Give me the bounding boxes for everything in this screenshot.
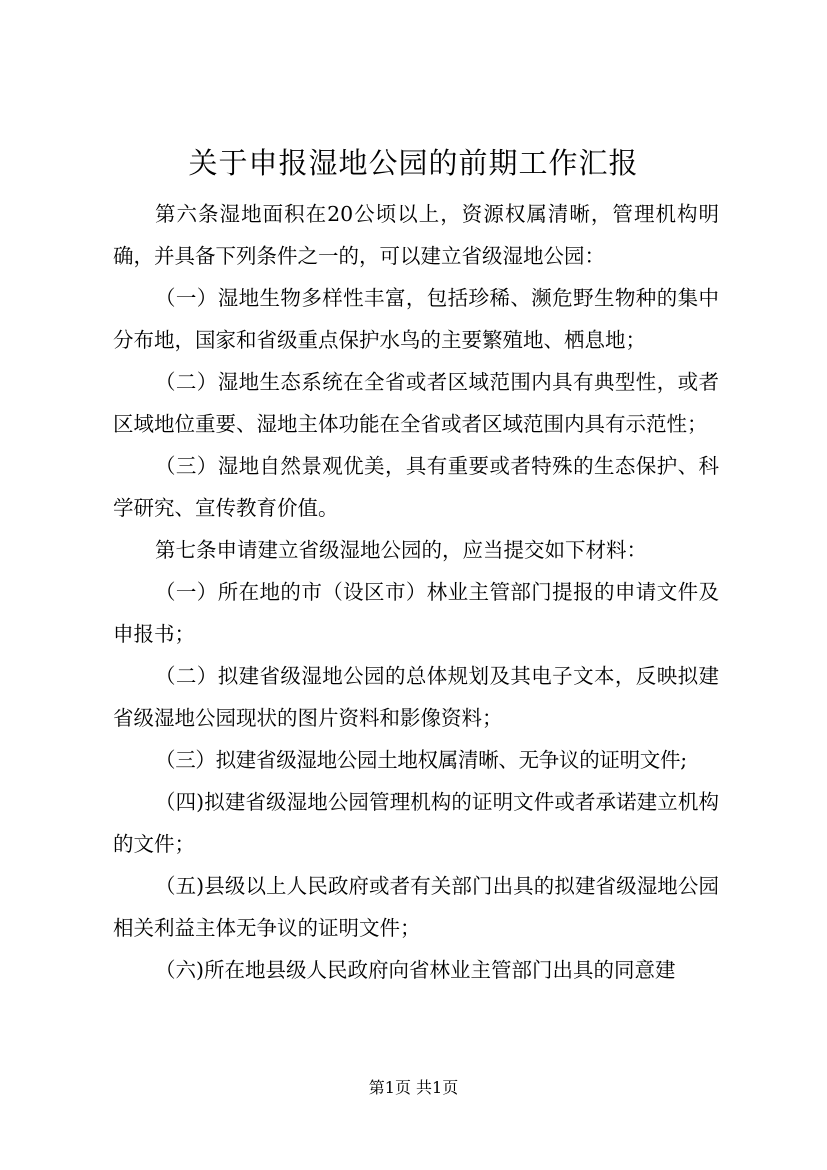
paragraph-article-6-item-3: （三）湿地自然景观优美，具有重要或者特殊的生态保护、科学研究、宣传教育价值。 (113, 454, 719, 520)
document-title: 关于申报湿地公园的前期工作汇报 (188, 146, 639, 180)
paragraph-article-7-item-6: （六)所在地县级人民政府向省林业主管部门出具的同意建 (155, 958, 676, 982)
page-footer: 第1页 共1页 (368, 1078, 459, 1097)
paragraph-article-6-item-1: （一）湿地生物多样性丰富，包括珍稀、濒危野生物种的集中分布地，国家和省级重点保护水鸟的主要繁殖地、栖息地； (113, 286, 719, 352)
document-body (113, 193, 719, 991)
paragraph-article-7-item-5: （五)县级以上人民政府或者有关部门出具的拟建省级湿地公园相关利益主体无争议的证明文件； (113, 874, 719, 940)
paragraph-article-7-item-1: （一）所在地的市（设区市）林业主管部门提报的申请文件及申报书； (113, 580, 719, 646)
paragraph-article-6-item-2: （二）湿地生态系统在全省或者区域范围内具有典型性，或者区域地位重要、湿地主体功能在全省或者区域范围内具有示范性； (113, 370, 719, 436)
paragraph-article-7-item-2: （二）拟建省级湿地公园的总体规划及其电子文本，反映拟建省级湿地公园现状的图片资料和影像资料； (113, 664, 719, 730)
paragraph-article-7: 第七条申请建立省级湿地公园的，应当提交如下材料： (155, 538, 647, 562)
paragraph-article-6: 第六条湿地面积在20公顷以上，资源权属清晰，管理机构明确，并具备下列条件之一的，可以建立省级湿地公园： (113, 202, 719, 268)
paragraph-article-7-item-3: （三）拟建省级湿地公园土地权属清晰、无争议的证明文件; (155, 748, 687, 772)
paragraph-article-7-item-4: （四)拟建省级湿地公园管理机构的证明文件或者承诺建立机构的文件； (113, 790, 719, 856)
